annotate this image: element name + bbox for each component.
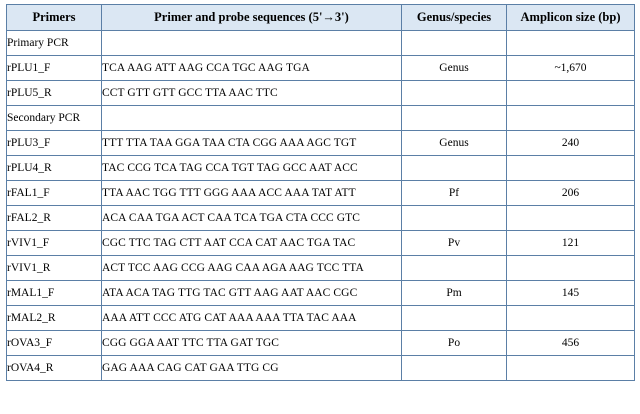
table-row: [7, 356, 635, 381]
sequence-cell: [102, 31, 402, 56]
primer-name-cell: rFAL1_F: [7, 181, 102, 206]
amplicon-size-cell: 121: [507, 231, 635, 256]
table-row: [7, 81, 635, 106]
amplicon-size-cell: [507, 356, 635, 381]
table-row: [7, 231, 635, 256]
table-row: [7, 156, 635, 181]
section-label-cell: Secondary PCR: [7, 106, 102, 131]
amplicon-size-cell: [507, 306, 635, 331]
table-row: [7, 331, 635, 356]
sequence-cell: ACT TCC AAG CCG AAG CAA AGA AAG TCC TTA: [102, 256, 402, 281]
primer-name-cell: rMAL2_R: [7, 306, 102, 331]
sequence-cell: CCT GTT GTT GCC TTA AAC TTC: [102, 81, 402, 106]
table-row: [7, 56, 635, 81]
genus-species-cell: [402, 31, 507, 56]
genus-species-cell: [402, 81, 507, 106]
genus-species-cell: [402, 256, 507, 281]
table-header-row: [7, 5, 635, 31]
genus-species-cell: Genus: [402, 131, 507, 156]
amplicon-size-cell: 456: [507, 331, 635, 356]
amplicon-size-cell: 145: [507, 281, 635, 306]
table-row: [7, 206, 635, 231]
genus-species-cell: [402, 156, 507, 181]
sequence-cell: TAC CCG TCA TAG CCA TGT TAG GCC AAT ACC: [102, 156, 402, 181]
genus-species-cell: Pv: [402, 231, 507, 256]
amplicon-size-cell: 206: [507, 181, 635, 206]
amplicon-size-cell: [507, 256, 635, 281]
table-row: [7, 306, 635, 331]
primer-name-cell: rPLU3_F: [7, 131, 102, 156]
table-header: [7, 5, 635, 31]
primer-name-cell: rOVA3_F: [7, 331, 102, 356]
primer-name-cell: rVIV1_F: [7, 231, 102, 256]
primer-name-cell: rVIV1_R: [7, 256, 102, 281]
section-label-cell: Primary PCR: [7, 31, 102, 56]
sequence-cell: TTA AAC TGG TTT GGG AAA ACC AAA TAT ATT: [102, 181, 402, 206]
table-row: [7, 106, 635, 131]
amplicon-size-cell: [507, 106, 635, 131]
column-header-primers: Primers: [7, 5, 102, 31]
table-row: [7, 131, 635, 156]
sequence-cell: AAA ATT CCC ATG CAT AAA AAA TTA TAC AAA: [102, 306, 402, 331]
table-row: [7, 281, 635, 306]
column-header-genus-species: Genus/species: [402, 5, 507, 31]
sequence-cell: ACA CAA TGA ACT CAA TCA TGA CTA CCC GTC: [102, 206, 402, 231]
amplicon-size-cell: [507, 81, 635, 106]
sequence-cell: GAG AAA CAG CAT GAA TTG CG: [102, 356, 402, 381]
column-header-amplicon-size: Amplicon size (bp): [507, 5, 635, 31]
genus-species-cell: Pf: [402, 181, 507, 206]
primer-name-cell: rMAL1_F: [7, 281, 102, 306]
table-row: [7, 31, 635, 56]
sequence-cell: TCA AAG ATT AAG CCA TGC AAG TGA: [102, 56, 402, 81]
sequence-cell: CGC TTC TAG CTT AAT CCA CAT AAC TGA TAC: [102, 231, 402, 256]
primer-and-probe-sequences-table: [6, 4, 635, 381]
amplicon-size-cell: [507, 156, 635, 181]
primer-name-cell: rOVA4_R: [7, 356, 102, 381]
table-row: [7, 256, 635, 281]
amplicon-size-cell: [507, 206, 635, 231]
sequence-cell: CGG GGA AAT TTC TTA GAT TGC: [102, 331, 402, 356]
sequence-cell: ATA ACA TAG TTG TAC GTT AAG AAT AAC CGC: [102, 281, 402, 306]
genus-species-cell: [402, 356, 507, 381]
genus-species-cell: Pm: [402, 281, 507, 306]
sequence-cell: [102, 106, 402, 131]
sequence-cell: TTT TTA TAA GGA TAA CTA CGG AAA AGC TGT: [102, 131, 402, 156]
table-row: [7, 181, 635, 206]
genus-species-cell: [402, 306, 507, 331]
primer-name-cell: rPLU1_F: [7, 56, 102, 81]
primer-name-cell: rPLU4_R: [7, 156, 102, 181]
genus-species-cell: Po: [402, 331, 507, 356]
primer-name-cell: rFAL2_R: [7, 206, 102, 231]
document-page: [0, 4, 640, 414]
amplicon-size-cell: ~1,670: [507, 56, 635, 81]
amplicon-size-cell: [507, 31, 635, 56]
table-body: [7, 31, 635, 381]
column-header-sequences: Primer and probe sequences (5'→3'): [102, 5, 402, 31]
primer-name-cell: rPLU5_R: [7, 81, 102, 106]
genus-species-cell: [402, 106, 507, 131]
amplicon-size-cell: 240: [507, 131, 635, 156]
genus-species-cell: [402, 206, 507, 231]
genus-species-cell: Genus: [402, 56, 507, 81]
